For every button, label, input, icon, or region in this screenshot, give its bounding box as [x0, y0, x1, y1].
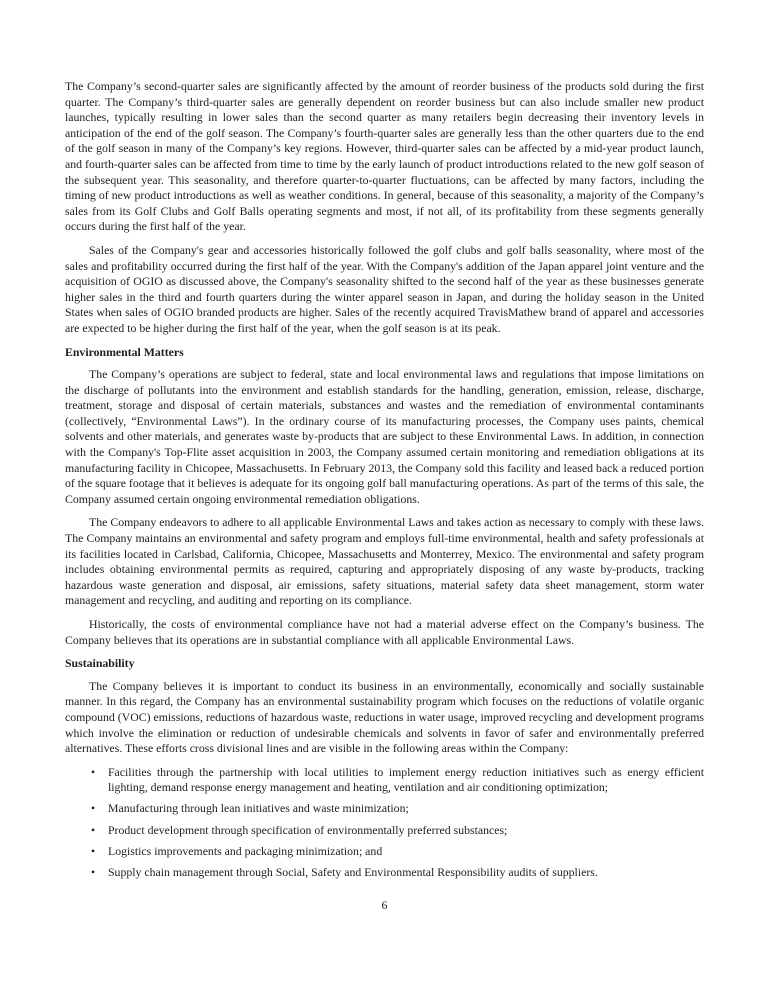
list-item-facilities	[65, 765, 704, 796]
bullet-icon: •	[91, 764, 96, 779]
page-number: 6	[381, 898, 388, 913]
list-item-text: Facilities through the partnership with local utilities to implement energy reduction initiatives such as energy efficient lighting, demand response energy management and heating, ventilation and air conditioning optimization;	[108, 764, 704, 795]
list-item-text: Product development through specification of environmentally preferred substances;	[108, 822, 508, 837]
sustainability-bullet-list	[65, 765, 704, 881]
list-item-supply-chain	[65, 865, 704, 881]
list-item-manufacturing	[65, 801, 704, 817]
bullet-icon: •	[91, 843, 96, 858]
list-item-text: Manufacturing through lean initiatives and waste minimization;	[108, 801, 409, 816]
paragraph-environmental-compliance: Historically, the costs of environmental compliance have not had a material adverse effect on the Company’s business. The Company believes that its operations are in substantial compliance with all applicable Environmental Laws.	[65, 617, 704, 647]
paragraph-sustainability-program: The Company believes it is important to conduct its business in an environmentally, economically and socially sustainable manner. In this regard, the Company has an environmental sustainability program which focuses on the reductions of volatile organic compound (VOC) emissions, reductions of hazardous waste, reductions in water usage, improved recycling and development programs which involve the elimination or reduction of undesirable chemicals and solvents in favor of safer and environmentally preferred alternatives. These efforts cross divisional lines and are visible in the following areas within the Company:	[65, 678, 704, 756]
bullet-icon: •	[91, 801, 96, 816]
list-item-text: Supply chain management through Social, Safety and Environmental Responsibility audits of suppliers.	[108, 864, 598, 879]
heading-sustainability: Sustainability	[65, 656, 135, 671]
heading-environmental-matters: Environmental Matters	[65, 344, 184, 359]
paragraph-seasonality-quarters: The Company’s second-quarter sales are significantly affected by the amount of reorder business of the products sold during the first quarter. The Company’s third-quarter sales are generally dependent on reorder business but can also include smaller new product launches, typically resulting in lower sales than the second quarter as many retailers begin decreasing their inventory levels in anticipation of the end of the golf season. The Company’s fourth-quarter sales are generally less than the other quarters due to the end of the golf season in many of the Company’s key regions. However, third-quarter sales can be affected by a mid-year product launch, and fourth-quarter sales can be affected from time to time by the early launch of product introductions related to the new golf season of the subsequent year. This seasonality, and therefore quarter-to-quarter fluctuations, can be affected by many factors, including the timing of new product introductions as well as weather conditions. In general, because of this seasonality, a majority of the Company’s sales from its Golf Clubs and Golf Balls operating segments and most, if not all, of its profitability from these segments generally occurs during the first half of the year.	[65, 79, 704, 234]
list-item-text: Logistics improvements and packaging minimization; and	[108, 843, 383, 858]
paragraph-environmental-laws: The Company’s operations are subject to federal, state and local environmental laws and regulations that impose limitations on the discharge of pollutants into the environment and establish standards for the handling, generation, emission, release, discharge, treatment, storage and disposal of certain materials, substances and wastes and the remediation of environmental contaminants (collectively, “Environmental Laws”). In the ordinary course of its manufacturing processes, the Company uses paints, chemical solvents and other materials, and generates waste by-products that are subject to these Environmental Laws. In addition, in connection with the Company's Top-Flite asset acquisition in 2003, the Company assumed certain monitoring and remediation obligations at its manufacturing facility in Chicopee, Massachusetts. In February 2013, the Company sold this facility and leased back a reduced portion of the square footage that it believes is adequate for its ongoing golf ball manufacturing operations. As part of the terms of this sale, the Company assumed certain ongoing environmental remediation obligations.	[65, 367, 704, 506]
list-item-logistics	[65, 844, 704, 860]
list-item-product-development	[65, 823, 704, 839]
bullet-icon: •	[91, 864, 96, 879]
bullet-icon: •	[91, 822, 96, 837]
paragraph-environmental-program: The Company endeavors to adhere to all applicable Environmental Laws and takes action as necessary to comply with these laws. The Company maintains an environmental and safety program and employs full-time environmental, health and safety professionals at its facilities located in Carlsbad, California, Chicopee, Massachusetts and Monterrey, Mexico. The environmental and safety program includes obtaining environmental permits as required, capturing and appropriately disposing of any waste by-products, tracking hazardous waste generation and disposal, air emissions, safety situations, material safety data sheet management, storm water management and recycling, and auditing and reporting on its compliance.	[65, 515, 704, 608]
paragraph-gear-accessories: Sales of the Company's gear and accessories historically followed the golf clubs and golf balls seasonality, where most of the sales and profitability occurred during the first half of the year. With the Company's addition of the Japan apparel joint venture and the acquisition of OGIO as discussed above, the Company's seasonality shifted to the second half of the year as these businesses generate higher sales in the third and fourth quarters during the winter apparel season in Japan, and during the holiday season in the United States when sales of OGIO branded products are higher. Sales of the recently acquired TravisMathew brand of apparel and accessories are expected to be higher during the first half of the year, when the golf season is at its peak.	[65, 242, 704, 335]
